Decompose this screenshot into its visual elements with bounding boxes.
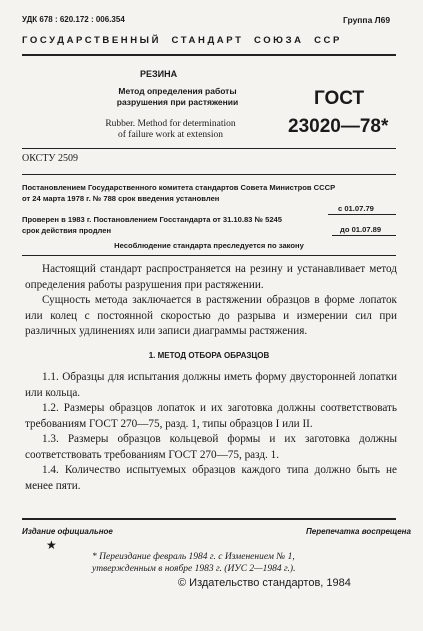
date-from-underline [328, 214, 396, 215]
method-title-ru-line2: разрушения при растяжении [116, 97, 239, 107]
okstu-rule [22, 174, 396, 175]
footer-rule [22, 518, 396, 520]
date-to-underline [332, 235, 396, 236]
state-standard-header: ГОСУДАРСТВЕННЫЙ СТАНДАРТ СОЮЗА ССР [22, 35, 342, 46]
decree-text [22, 182, 335, 204]
section-items [25, 370, 397, 494]
method-title-en-line2: of failure work at extension [118, 130, 223, 140]
reissue-line1: * Переиздание февраль 1984 г. с Изменением № 1, [92, 552, 295, 562]
intro-paragraph: Настоящий стандарт распространяется на резину и устанавливает метод определения работы разрушения при растяжении. [25, 263, 397, 291]
okstu-code: ОКСТУ 2509 [22, 153, 79, 164]
decree-rule [22, 255, 396, 256]
group-code: Группа Л69 [343, 15, 391, 25]
copyright: © Издательство стандартов, 1984 [178, 577, 351, 589]
method-title-en-line1: Rubber. Method for determination [105, 119, 236, 129]
method-title-ru [100, 86, 255, 108]
title-rule [22, 148, 396, 149]
subject-title: РЕЗИНА [140, 69, 178, 79]
checked-line1: Проверен в 1983 г. Постановлением Госстандарта от 31.10.83 № 5245 [22, 215, 282, 224]
section-item: 1.1. Образцы для испытания должны иметь форму двусторонней лопатки или кольца. [25, 371, 397, 399]
method-title-en [78, 119, 263, 141]
header-rule [22, 54, 396, 56]
checked-text [22, 214, 282, 236]
reissue-line2: утвержденным в ноябре 1983 г. (ИУС 2—1984 г.). [92, 564, 296, 574]
section-item: 1.3. Размеры образцов кольцевой формы и их заготовка должны соответствовать требованиям ГОСТ 270—75, разд. 1. [25, 433, 397, 461]
udk-code: УДК 678 : 620.172 : 006.354 [22, 15, 125, 24]
star-icon: ★ [46, 538, 57, 552]
date-from: с 01.07.79 [338, 204, 374, 213]
reissue-note [92, 551, 295, 575]
section-title: 1. МЕТОД ОТБОРА ОБРАЗЦОВ [148, 351, 270, 360]
section-item: 1.2. Размеры образцов лопаток и их заготовка должны соответствовать требованиям ГОСТ 270—75, разд. 1, типы образцов I или II. [25, 402, 397, 430]
checked-line2: срок действия продлен [22, 226, 112, 235]
reprint-forbidden: Перепечатка воспрещена [306, 527, 411, 536]
method-title-ru-line1: Метод определения работы [118, 86, 237, 96]
decree-line1: Постановлением Государственного комитета стандартов Совета Министров СССР [22, 183, 336, 192]
intro-paragraph: Сущность метода заключается в растяжении образцов в форме лопаток или колец с постоянной скоростью до разрыва и измерении сил при различных удлинениях или записи диаграммы растяжения. [25, 294, 397, 337]
date-to: до 01.07.89 [340, 225, 382, 234]
section-item: 1.4. Количество испытуемых образцов каждого типа должно быть не менее пяти. [25, 464, 397, 492]
official-edition: Издание официальное [22, 527, 113, 536]
gost-label: ГОСТ [314, 88, 365, 109]
law-warning: Несоблюдение стандарта преследуется по закону [114, 241, 304, 250]
decree-line2: от 24 марта 1978 г. № 788 срок введения установлен [22, 194, 220, 203]
intro-text [25, 262, 397, 340]
gost-number: 23020—78* [288, 116, 389, 137]
